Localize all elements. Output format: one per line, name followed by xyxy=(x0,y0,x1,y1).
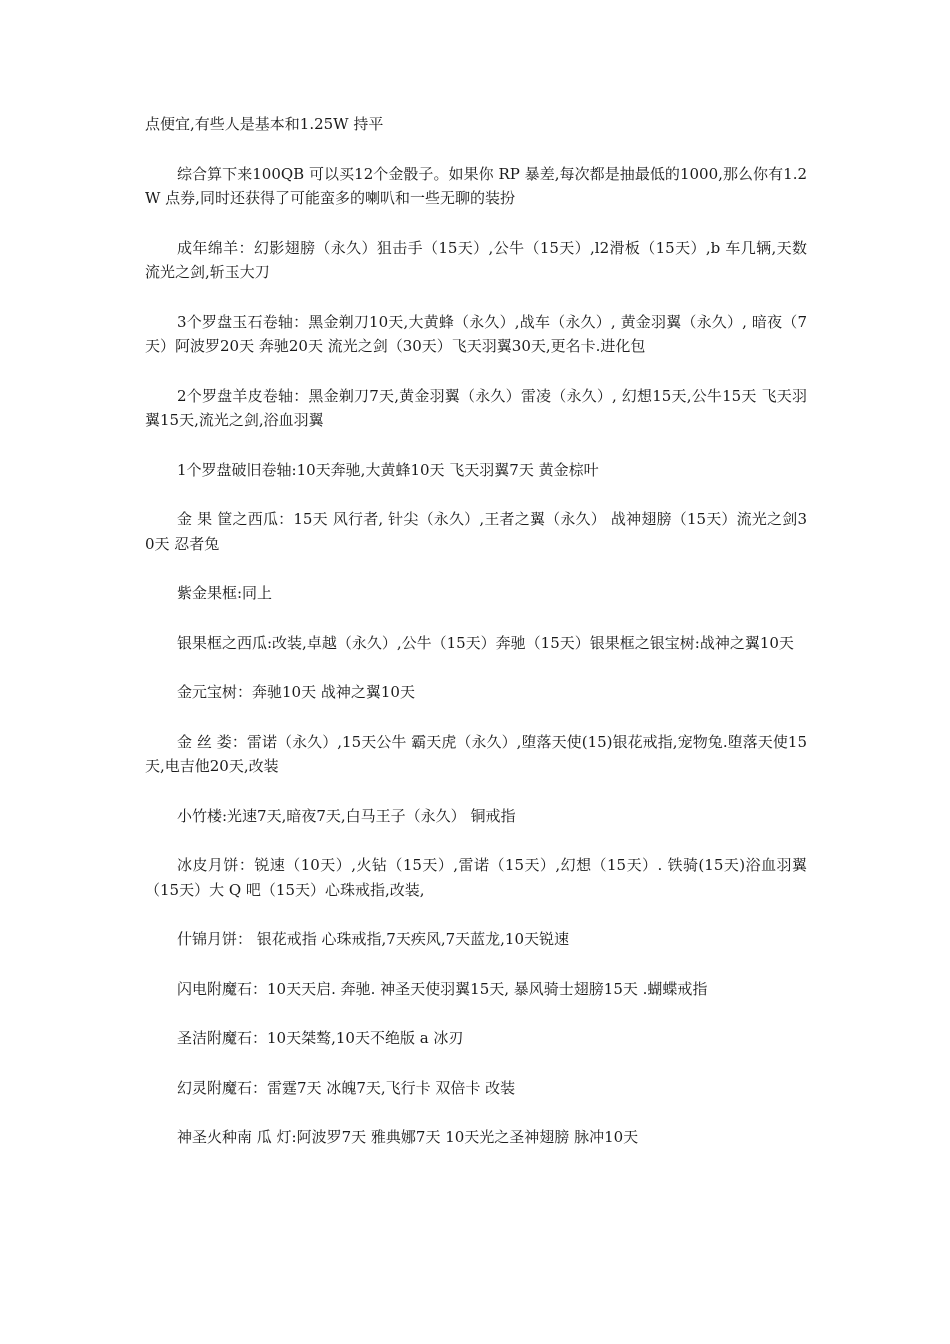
paragraph: 圣洁附魔石：10天桀骜,10天不绝版 a 冰刃 xyxy=(177,1029,464,1047)
paragraph: 点便宜,有些人是基本和1.25W 持平 xyxy=(145,115,384,133)
paragraph: 金 丝 娄：雷诺（永久）,15天公牛 霸天虎（永久）,堕落天使(15)银花戒指,宠物兔.堕落天使15天,电吉他20天,改装 xyxy=(145,732,807,775)
paragraph: 神圣火种南 瓜 灯:阿波罗7天 雅典娜7天 10天光之圣神翅膀 脉冲10天 xyxy=(177,1128,639,1146)
paragraph: 成年绵羊：幻影翅膀（永久）狙击手（15天）,公牛（15天）,l2滑板（15天）,b 车几辆,天数流光之剑,斩玉大刀 xyxy=(145,238,807,281)
document-body xyxy=(145,112,807,1175)
paragraph: 金元宝树：奔驰10天 战神之翼10天 xyxy=(177,683,415,701)
paragraph: 2个罗盘羊皮卷轴：黑金剃刀7天,黄金羽翼（永久）雷凌（永久）, 幻想15天,公牛15天 飞天羽翼15天,流光之剑,浴血羽翼 xyxy=(145,386,807,429)
paragraph: 冰皮月饼：锐速（10天）,火钻（15天）,雷诺（15天）,幻想（15天）. 铁骑(15天)浴血羽翼（15天）大 Q 吧（15天）心珠戒指,改装, xyxy=(145,856,807,899)
paragraph: 闪电附魔石：10天天启. 奔驰. 神圣天使羽翼15天, 暴风骑士翅膀15天 .蝴蝶戒指 xyxy=(177,979,708,998)
paragraph: 3个罗盘玉石卷轴：黑金剃刀10天,大黄蜂（永久）,战车（永久）, 黄金羽翼（永久）, 暗夜（7天）阿波罗20天 奔驰20天 流光之剑（30天）飞天羽翼30天,更名卡.进化包 xyxy=(145,312,807,355)
paragraph: 金 果 筐之西瓜：15天 风行者, 针尖（永久）,王者之翼（永久） 战神翅膀（15天）流光之剑30天 忍者兔 xyxy=(145,510,807,553)
paragraph: 小竹楼:光速7天,暗夜7天,白马王子（永久） 铜戒指 xyxy=(177,806,516,825)
paragraph: 1个罗盘破旧卷轴:10天奔驰,大黄蜂10天 飞天羽翼7天 黄金棕叶 xyxy=(177,460,599,479)
paragraph: 综合算下来100QB 可以买12个金骰子。如果你 RP 暴差,每次都是抽最低的1000,那么你有1.2W 点券,同时还获得了可能蛮多的喇叭和一些无聊的装扮 xyxy=(145,164,807,207)
paragraph: 幻灵附魔石：雷霆7天 冰魄7天,飞行卡 双倍卡 改装 xyxy=(177,1078,516,1097)
paragraph: 银果框之西瓜:改装,卓越（永久）,公牛（15天）奔驰（15天）银果框之银宝树:战神之翼10天 xyxy=(177,633,794,652)
paragraph: 什锦月饼： 银花戒指 心珠戒指,7天疾风,7天蓝龙,10天锐速 xyxy=(177,930,570,948)
paragraph: 紫金果框:同上 xyxy=(177,584,273,602)
